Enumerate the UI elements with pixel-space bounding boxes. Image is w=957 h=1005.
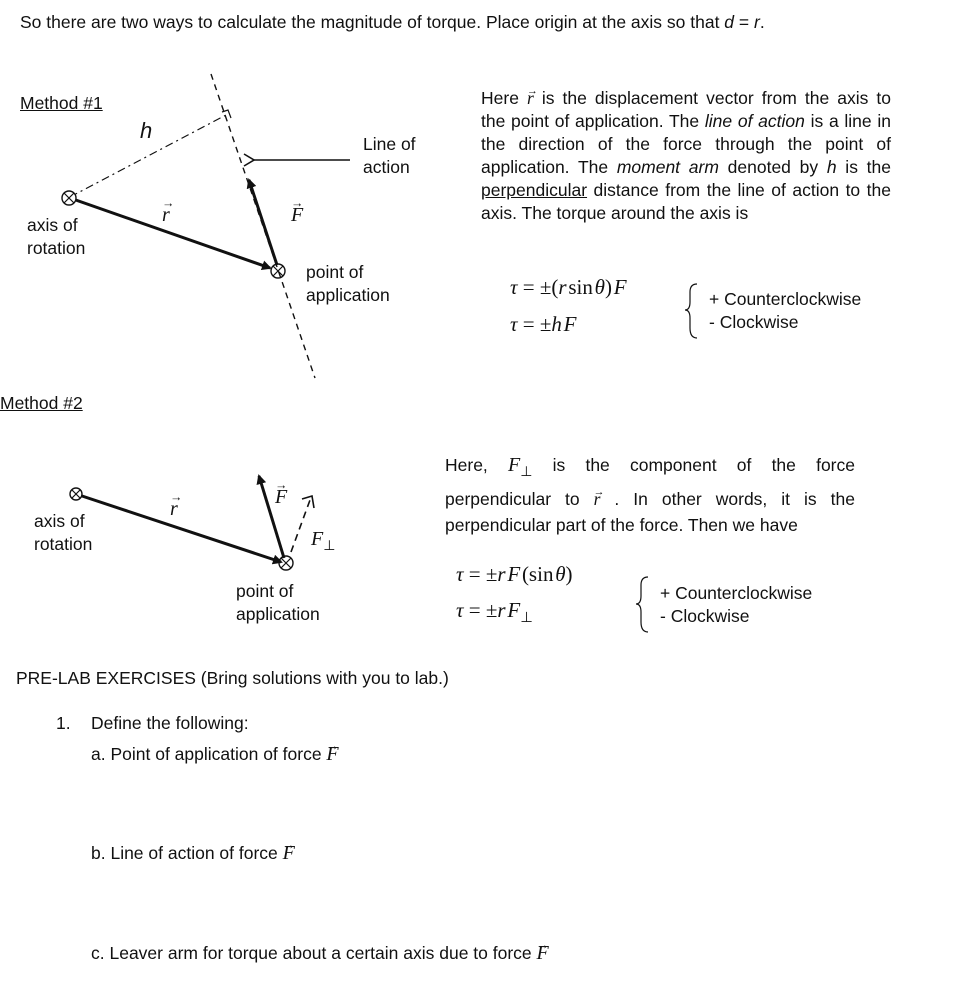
F-vector-inline: → F xyxy=(326,743,338,766)
axis-of-rotation-label-2 xyxy=(34,510,92,556)
F-perp-dashed xyxy=(291,500,310,552)
period: . xyxy=(759,12,765,32)
var-r: r xyxy=(753,12,760,32)
text: . In other words, it is the perpendicular part of the force. Then we have xyxy=(445,488,855,535)
sign-legend-2 xyxy=(660,582,812,628)
label-line-1: Line of xyxy=(363,134,416,154)
right-angle-mark xyxy=(222,110,231,118)
sub-item-c xyxy=(91,942,549,965)
axis-of-rotation-label xyxy=(27,214,85,260)
label-line-2: application xyxy=(306,285,390,305)
h-label: h xyxy=(140,118,153,143)
r-vector-inline: → r xyxy=(594,486,601,512)
brace-icon-2 xyxy=(636,577,648,632)
clockwise-label: - Clockwise xyxy=(709,312,799,332)
F-vector-inline: → F xyxy=(283,842,295,865)
perp-symbol: ⊥ xyxy=(520,464,533,480)
label-line-1: axis of xyxy=(27,215,78,235)
text: is a line in the direction of the force through the point of application. The xyxy=(481,111,891,177)
method1-paragraph xyxy=(481,87,891,225)
item-text: Define the following: xyxy=(91,713,249,733)
label-line-2: rotation xyxy=(27,238,86,258)
label-line-2: rotation xyxy=(34,534,93,554)
label-line-1: axis of xyxy=(34,511,85,531)
r-vector-arrow-2 xyxy=(76,494,281,562)
item-number: 1. xyxy=(56,713,71,733)
counterclockwise-label: + Counterclockwise xyxy=(660,583,813,603)
sub-item-a xyxy=(91,743,339,766)
text: a. Point of application of force xyxy=(91,744,327,764)
F-vector-inline: → F xyxy=(537,942,549,965)
text: distance from the line of action to the axis. The torque around the axis is xyxy=(481,180,891,223)
r-vector-inline: → r xyxy=(527,87,534,110)
equation-1b: τ = ±h F xyxy=(510,312,577,336)
text: Here xyxy=(481,88,527,108)
line-of-action-label xyxy=(363,133,416,179)
method2-paragraph xyxy=(445,452,855,538)
method2-heading: Method #2 xyxy=(0,393,83,413)
counterclockwise-label: + Counterclockwise xyxy=(709,289,862,309)
brace-icon-1 xyxy=(685,284,697,338)
prelab-title: PRE-LAB EXERCISES (Bring solutions with you to lab.) xyxy=(16,668,449,688)
r-vector-label-2: → r xyxy=(170,498,178,521)
term-perpendicular: perpendicular xyxy=(481,180,588,200)
F-perp-inline xyxy=(508,454,533,480)
F-vector-label-2: → F xyxy=(275,486,287,509)
label-line-2: action xyxy=(363,157,410,177)
text: b. Line of action of force xyxy=(91,843,283,863)
equation-2b: τ = ±r $F_\perp$ xyxy=(456,598,533,627)
r-vector-label: → r xyxy=(162,204,170,227)
equation-1a: τ = ±(r sin θ) F xyxy=(510,275,627,299)
F-perp-label xyxy=(311,528,335,555)
F-letter: F xyxy=(508,454,521,476)
perp-symbol: ⊥ xyxy=(323,538,336,554)
text: is the component of the force perpendicular to xyxy=(445,455,855,509)
text: denoted by xyxy=(718,157,827,177)
method1-heading: Method #1 xyxy=(20,93,103,113)
label-line-2: application xyxy=(236,604,320,624)
clockwise-label: - Clockwise xyxy=(660,606,750,626)
text: is the xyxy=(836,157,891,177)
term-moment-arm: moment arm xyxy=(616,157,719,177)
sub-item-b xyxy=(91,842,295,865)
equals: = xyxy=(734,12,754,32)
equation-2a: τ = ±r F (sin θ) xyxy=(456,562,573,586)
F-vector-arrow xyxy=(249,180,277,265)
text: Here, xyxy=(445,455,508,475)
term-line-of-action: line of action xyxy=(704,111,805,131)
var-h: h xyxy=(826,157,837,177)
text: c. Leaver arm for torque about a certain axis due to force xyxy=(91,943,537,963)
axis-of-rotation-icon-2 xyxy=(70,488,82,500)
F-letter: F xyxy=(311,528,324,550)
point-of-application-label-2 xyxy=(236,580,320,626)
point-of-application-icon-2 xyxy=(279,556,293,570)
text: is the displacement vector from the axis to the point of application. The xyxy=(481,88,891,131)
sign-legend-1 xyxy=(709,288,861,334)
F-vector-label: → F xyxy=(291,204,303,227)
point-of-application-icon xyxy=(271,264,285,278)
point-of-application-label xyxy=(306,261,390,307)
label-line-1: point of xyxy=(306,262,364,282)
axis-of-rotation-icon xyxy=(62,191,76,205)
intro-text: So there are two ways to calculate the magnitude of torque. Place origin at the axis so that xyxy=(20,12,725,32)
var-d: d xyxy=(724,12,735,32)
label-line-1: point of xyxy=(236,581,294,601)
